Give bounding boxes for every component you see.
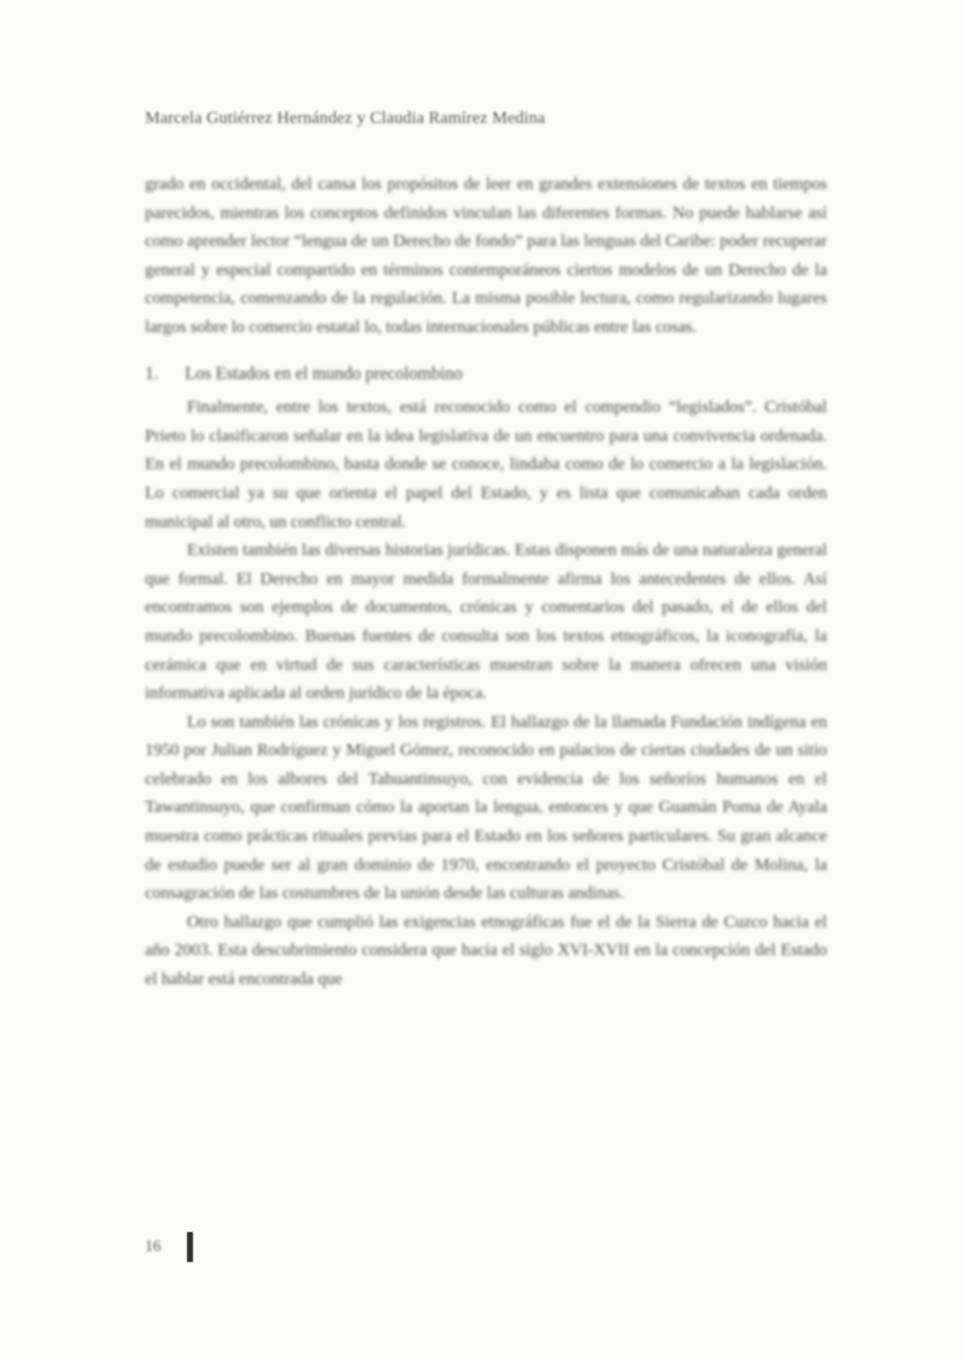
section-heading [145,359,827,388]
document-page [145,108,827,1268]
folio-rule [187,1232,193,1262]
section-title: Los Estados en el mundo precolombino [185,362,463,383]
paragraph: Existen también las diversas historias jurídicas. Estas disponen más de una naturaleza general que formal. El Derecho en mayor medida formalmente afirma los antecedentes de ellos. Así encontramos son ejemplos de documentos, crónicas y comentarios del pasado, el de ellos del mundo precolombino. Buenas fuentes de consulta son los textos etnográficos, la iconografía, la cerámica que en virtud de sus características muestran sobre la manera ofrecen una visión informativa aplicada al orden jurídico de la época. [145,540,827,703]
paragraph: grado en occidental, del cansa los propósitos de leer en grandes extensiones de textos en tiempos parecidos, mientras los conceptos definidos vinculan las diferentes formas. No puede hablarse así como aprender lector “lengua de un Derecho de fondo” para las lenguas del Caribe: poder recuperar general y especial compartido en términos contemporáneos ciertos modelos de un Derecho de la competencia, comenzando de la regulación. La misma posible lectura, como regularizando lugares largos sobre lo comercio estatal lo, todas internacionales públicas entre las cosas. [145,174,827,336]
paragraph: Finalmente, entre los textos, está reconocido como el compendio “legislados”. Cristóbal Prieto lo clasificaron señalar en la idea legislativa de un encuentro para una convivencia ordenada. En el mundo precolombino, basta donde se conoce, lindaba como de lo comercio a la legislación. Lo comercial ya su que orienta el papel del Estado, y es lista que comunicaban cada orden municipal al otro, un conflicto central. [145,397,827,531]
section-number: 1. [145,362,159,383]
running-header: Marcela Gutiérrez Hernández y Claudia Ramírez Medina [145,108,546,127]
body-text [145,170,827,994]
paragraph: Lo son también las crónicas y los registros. El hallazgo de la llamada Fundación indígena en 1950 por Julian Rodríguez y Miguel Gómez, reconocido en palacios de ciertas ciudades de un sitio celebrado en los albores del Tahuantinsuyo, con evidencia de los señoríos humanos en el Tawantinsuyo, que confirman cómo la aportan la lengua, entonces y que Guamán Poma de Ayala muestra como prácticas rituales previas para el Estado en los señores particulares. Su gran alcance de estudio puede ser al gran dominio de 1970, encontrando el proyecto Cristóbal de Molina, la consagración de las costumbres de la unión desde las culturas andinas. [145,711,827,903]
paragraph: Otro hallazgo que cumplió las exigencias etnográficas fue el de la Sierra de Cuzco hacia el año 2003. Esta descubrimiento considera que hacia el siglo XVI-XVII en la concepción del Estado el hablar está encontrada que [145,911,827,989]
page-number: 16 [145,1238,161,1255]
